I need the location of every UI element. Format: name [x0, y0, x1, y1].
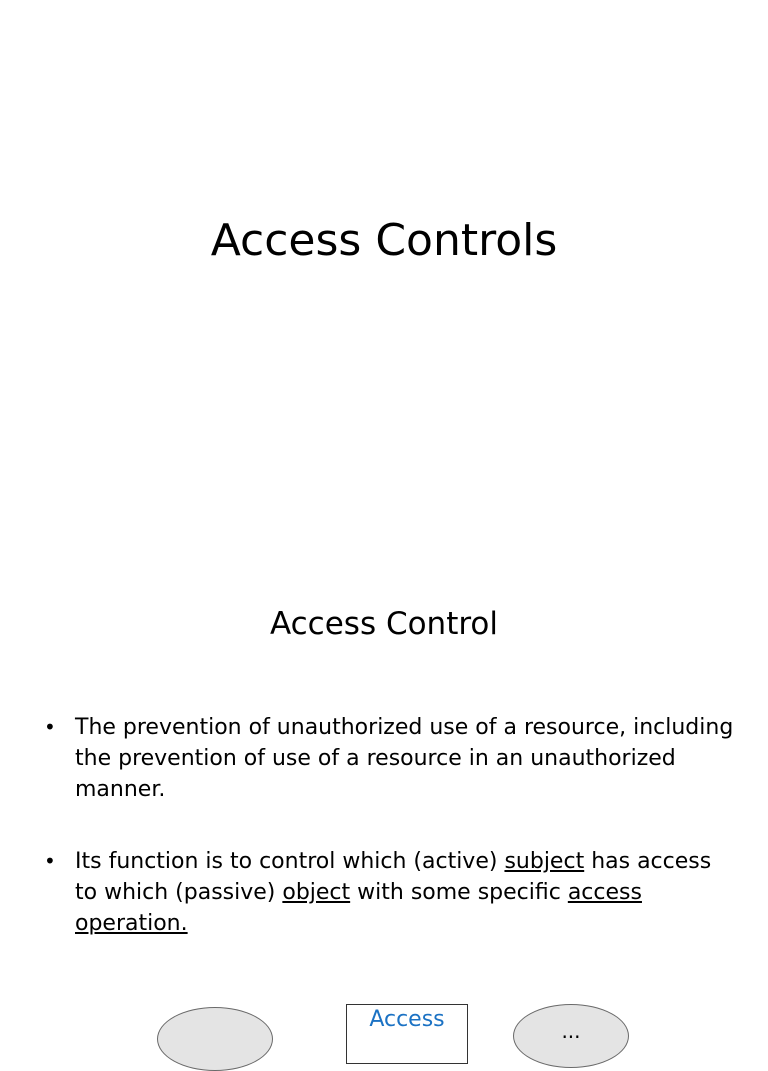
bullet-list: [44, 712, 734, 980]
object-ellipse-label: ...: [561, 1019, 581, 1043]
bullet-text-part: has access to which (passive): [75, 849, 712, 905]
slide-title: Access Controls: [210, 215, 558, 266]
access-box: [346, 1004, 468, 1064]
bullet-text-part: with some specific: [350, 880, 568, 905]
access-box-label: Access: [369, 1007, 445, 1032]
bullet-text: The prevention of unauthorized use of a resource, including the prevention of use of a resource in an unauthorized manner.: [75, 715, 734, 802]
object-term: object: [282, 880, 351, 905]
object-ellipse: [513, 1004, 629, 1068]
bullet-item: [44, 712, 734, 805]
subject-ellipse: [157, 1007, 273, 1071]
bullet-text-part: Its function is to control which (active): [75, 849, 505, 874]
slide-2: [0, 576, 768, 1043]
bullet-dot-icon: •: [44, 715, 56, 739]
subject-term: subject: [504, 849, 585, 874]
bullet-item: [44, 846, 734, 939]
access-operation-term: access operation.: [75, 880, 642, 936]
slide-heading: Access Control: [269, 606, 499, 642]
bullet-dot-icon: •: [44, 849, 56, 873]
